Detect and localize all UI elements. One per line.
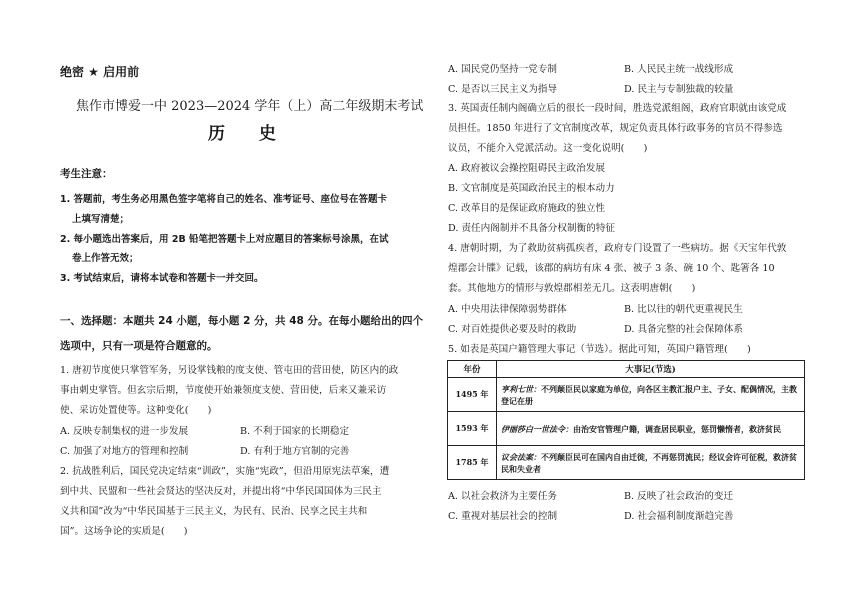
q5-stem: 5. 如表是英国户籍管理大事记（节选）。据此可知，英国户籍管理( ) [448, 344, 751, 355]
q4-option-d: D. 具备完整的社会保障体系 [624, 324, 743, 335]
q2-option-a: A. 国民党仍坚持一党专制 [448, 64, 557, 75]
subject-title: 历 史 [208, 124, 290, 144]
table-cell-event [497, 446, 805, 480]
notice-heading: 考生注意： [60, 168, 113, 180]
q4-stem-line-3: 套。其他地方的情形与敦煌郡相差无几。这表明唐朝( ) [448, 283, 696, 294]
table-cell-year: 1495 年 [448, 378, 497, 412]
q3-option-d: D. 责任内阁制并不具备分权制衡的特征 [448, 223, 615, 234]
q3-option-b: B. 文官制度是英国政治民主的根本动力 [448, 183, 615, 194]
q2-stem-line-1: 2. 抗战胜利后，国民党决定结束“训政”，实施“宪政”，但沿用原宪法草案，遭 [60, 466, 390, 477]
q2-stem-line-2: 到中共、民盟和一些社会贤达的坚决反对，并提出将“中华民国国体为三民主 [60, 486, 382, 497]
q4-stem-line-1: 4. 唐朝时期，为了救助贫病孤疾者，政府专门设置了一些病坊。据《天宝年代敦 [448, 243, 787, 254]
table-row [448, 378, 805, 412]
q5-option-c: C. 重视对基层社会的控制 [448, 511, 558, 522]
event-text: 不列颠臣民可在国内自由迁徙，不再惩罚流民；经议会许可征税，救济贫民和失业者 [501, 451, 797, 474]
notice-item-1-cont: 上填写清楚； [72, 214, 130, 225]
q5-option-b: B. 反映了社会政治的变迁 [624, 491, 734, 502]
table-row [448, 446, 805, 480]
q4-stem-line-2: 煌郡会计牒》记载，该郡的病坊有床 4 张、被子 3 条、碗 10 个、匙箸各 10 [448, 263, 775, 274]
q2-stem-line-4: 国”。这场争论的实质是( ) [60, 526, 188, 537]
notice-item-2-cont: 卷上作答无效； [72, 253, 139, 264]
q4-option-c: C. 对百姓提供必要及时的救助 [448, 324, 577, 335]
q3-stem-line-2: 员担任。1850 年进行了文官制度改革，规定负责具体行政事务的官员不得参选 [448, 123, 783, 134]
q1-option-c: C. 加强了对地方的管理和控制 [60, 446, 189, 457]
notice-item-1: 1. 答题前，考生务必用黑色签字笔将自己的姓名、准考证号、座位号在答题卡 [60, 194, 388, 205]
table-cell-year: 1785 年 [448, 446, 497, 480]
event-text: 由治安官管理户籍，调查居民职业，惩罚懒惰者，救济贫民 [573, 423, 781, 434]
notice-item-2: 2. 每小题选出答案后，用 2B 铅笔把答题卡上对应题目的答案标号涂黑，在试 [60, 234, 389, 245]
q1-stem-line-3: 使、采访处置使等。这种变化( ) [60, 405, 212, 416]
table-row [448, 412, 805, 446]
notice-item-3: 3. 考试结束后，请将本试卷和答题卡一并交回。 [60, 273, 264, 284]
event-title: 亨利七世： [501, 383, 541, 394]
q4-option-b: B. 比以往的朝代更重视民生 [624, 304, 743, 315]
q2-stem-line-3: 义共和国”改为“中华民国基于三民主义，为民有、民治、民享之民主共和 [60, 506, 368, 517]
q2-option-b: B. 人民民主统一战线形成 [624, 64, 734, 75]
q2-option-c: C. 是否以三民主义为指导 [448, 84, 558, 95]
q2-option-d: D. 民主与专制独裁的较量 [624, 84, 734, 95]
table-header-row [448, 361, 805, 378]
q1-stem-line-1: 1. 唐初节度使只掌管军务，另设掌钱粮的度支使、管屯田的营田使，防区内的政 [60, 365, 399, 376]
table-cell-year: 1593 年 [448, 412, 497, 446]
section-heading: 一、选择题：本题共 24 小题，每小题 2 分，共 48 分。在每小题给出的四个 [60, 315, 423, 327]
q1-stem-line-2: 事由刺史掌管。但玄宗后期，节度使开始兼领度支使、营田使，后来又兼采访 [60, 385, 387, 396]
section-heading-cont: 选项中，只有一项是符合题意的。 [60, 340, 218, 352]
q3-option-c: C. 改革目的是保证政府施政的独立性 [448, 203, 606, 214]
table-header-year: 年份 [448, 361, 497, 378]
event-text: 不列颠臣民以家庭为单位，向各区主教汇报户主、子女、配偶情况，主教登记在册 [501, 383, 797, 406]
q1-option-b: B. 不利于国家的长期稳定 [240, 426, 350, 437]
q5-option-d: D. 社会福利制度渐趋完善 [624, 511, 734, 522]
q1-option-d: D. 有利于地方官制的完善 [240, 446, 350, 457]
q1-option-a: A. 反映专制集权的进一步发展 [60, 426, 189, 437]
q4-option-a: A. 中央用法律保障弱势群体 [448, 304, 567, 315]
q3-stem-line-1: 3. 英国责任制内阁确立后的很长一段时间，胜选党派组阁，政府官职就由该党成 [448, 103, 787, 114]
q3-option-a: A. 政府被议会操控阻碍民主政治发展 [448, 163, 605, 174]
table-cell-event [497, 378, 805, 412]
event-title: 议会法案： [501, 451, 541, 462]
table-header-events: 大事记(节选) [497, 361, 805, 378]
q5-events-table [447, 360, 805, 480]
event-title: 伊丽莎白一世法令： [501, 423, 573, 434]
q3-stem-line-3: 议员，不能介入党派活动。这一变化说明( ) [448, 143, 648, 154]
exam-title: 焦作市博爱一中 2023—2024 学年（上）高二年级期末考试 [76, 99, 424, 114]
confidential-label: 绝密 ★ 启用前 [60, 65, 140, 79]
table-cell-event [497, 412, 805, 446]
q5-option-a: A. 以社会救济为主要任务 [448, 491, 557, 502]
